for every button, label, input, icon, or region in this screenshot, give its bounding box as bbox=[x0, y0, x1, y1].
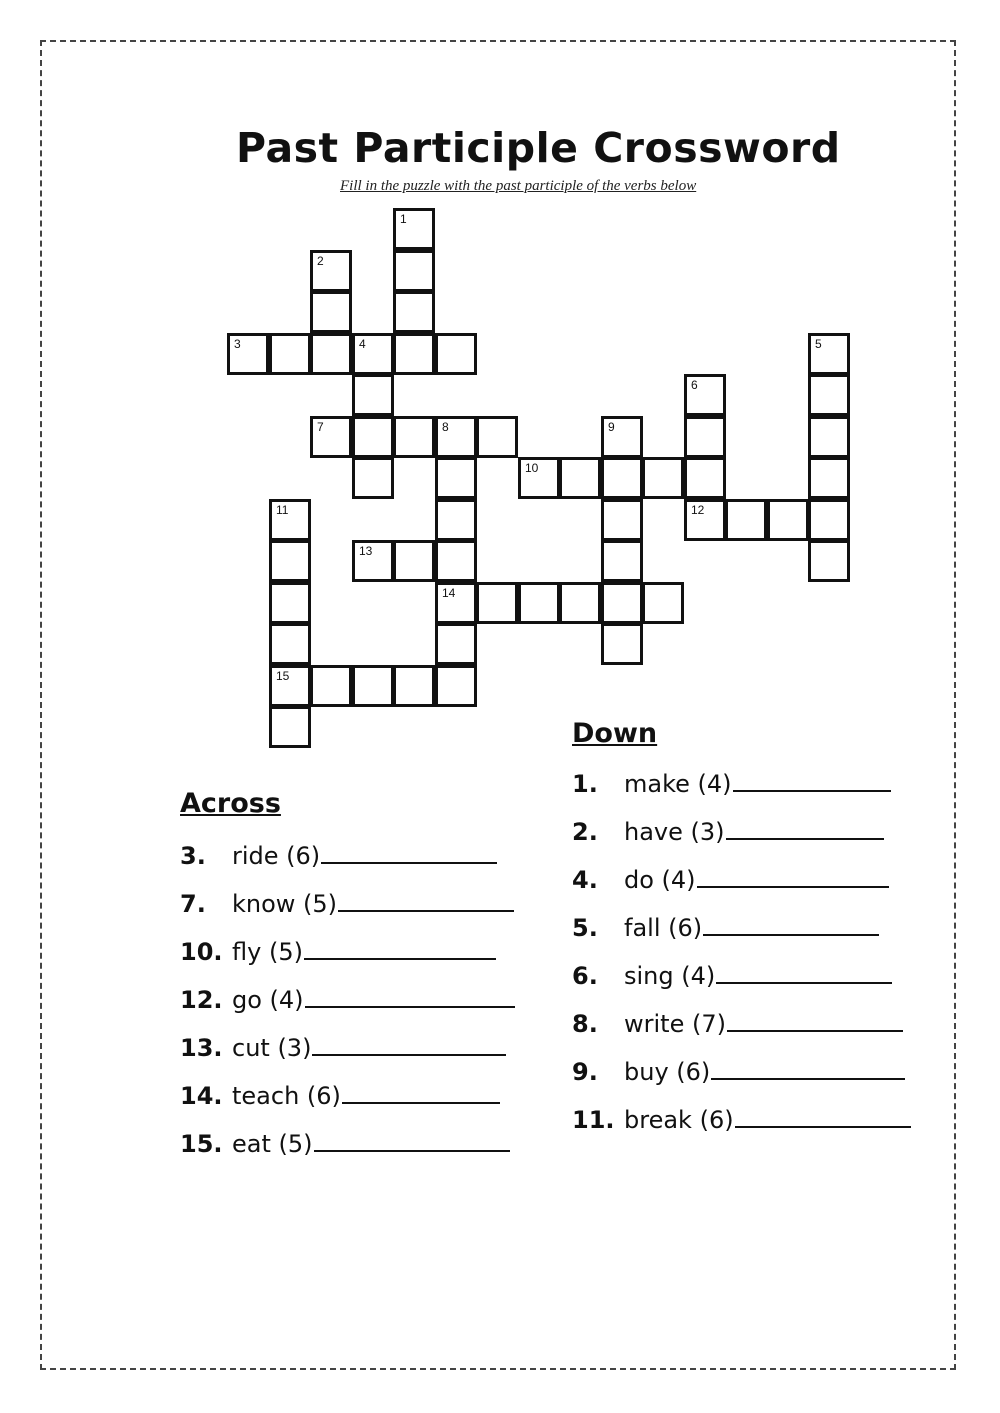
crossword-cell[interactable] bbox=[808, 333, 850, 375]
crossword-cell[interactable] bbox=[808, 457, 850, 499]
crossword-cell[interactable] bbox=[352, 665, 394, 707]
cell-number: 9 bbox=[608, 420, 615, 434]
answer-blank[interactable] bbox=[314, 1128, 510, 1152]
clue-text: ride (6) bbox=[232, 842, 321, 870]
crossword-cell[interactable] bbox=[808, 416, 850, 458]
crossword-cell[interactable] bbox=[601, 457, 643, 499]
cell-number: 8 bbox=[442, 420, 449, 434]
across-clue-14 bbox=[180, 1080, 500, 1114]
crossword-cell[interactable] bbox=[725, 499, 767, 541]
crossword-cell[interactable] bbox=[310, 250, 352, 292]
crossword-cell[interactable] bbox=[808, 374, 850, 416]
crossword-cell[interactable] bbox=[435, 333, 477, 375]
crossword-cell[interactable] bbox=[559, 582, 601, 624]
clue-text: eat (5) bbox=[232, 1130, 313, 1158]
cell-number: 13 bbox=[359, 544, 373, 558]
answer-blank[interactable] bbox=[727, 1008, 903, 1032]
clue-text: know (5) bbox=[232, 890, 338, 918]
down-clue-4 bbox=[572, 864, 889, 898]
answer-blank[interactable] bbox=[304, 936, 496, 960]
crossword-cell[interactable] bbox=[393, 416, 435, 458]
crossword-cell[interactable] bbox=[352, 374, 394, 416]
crossword-cell[interactable] bbox=[684, 499, 726, 541]
clue-number: 11. bbox=[572, 1106, 615, 1134]
crossword-cell[interactable] bbox=[476, 582, 518, 624]
cell-number: 3 bbox=[234, 337, 241, 351]
crossword-cell[interactable] bbox=[393, 665, 435, 707]
cell-number: 5 bbox=[815, 337, 822, 351]
clue-number: 7. bbox=[180, 890, 206, 918]
crossword-cell[interactable] bbox=[393, 250, 435, 292]
across-clue-3 bbox=[180, 840, 497, 874]
answer-blank[interactable] bbox=[338, 888, 514, 912]
clue-number: 4. bbox=[572, 866, 598, 894]
crossword-cell[interactable] bbox=[601, 416, 643, 458]
crossword-cell[interactable] bbox=[269, 665, 311, 707]
crossword-cell[interactable] bbox=[642, 582, 684, 624]
cell-number: 2 bbox=[317, 254, 324, 268]
clue-text: have (3) bbox=[624, 818, 725, 846]
clue-text: teach (6) bbox=[232, 1082, 341, 1110]
clue-number: 14. bbox=[180, 1082, 223, 1110]
clue-text: fly (5) bbox=[232, 938, 303, 966]
down-clue-8 bbox=[572, 1008, 903, 1042]
crossword-cell[interactable] bbox=[269, 706, 311, 748]
crossword-cell[interactable] bbox=[310, 416, 352, 458]
across-clue-13 bbox=[180, 1032, 506, 1066]
across-clue-7 bbox=[180, 888, 514, 922]
crossword-cell[interactable] bbox=[393, 540, 435, 582]
clue-text: make (4) bbox=[624, 770, 732, 798]
clue-number: 8. bbox=[572, 1010, 598, 1038]
crossword-cell[interactable] bbox=[352, 540, 394, 582]
answer-blank[interactable] bbox=[733, 768, 891, 792]
crossword-cell[interactable] bbox=[435, 499, 477, 541]
crossword-cell[interactable] bbox=[684, 374, 726, 416]
clue-number: 9. bbox=[572, 1058, 598, 1086]
crossword-cell[interactable] bbox=[269, 333, 311, 375]
cell-number: 15 bbox=[276, 669, 290, 683]
cell-number: 10 bbox=[525, 461, 539, 475]
clue-number: 15. bbox=[180, 1130, 223, 1158]
crossword-cell[interactable] bbox=[352, 457, 394, 499]
answer-blank[interactable] bbox=[697, 864, 889, 888]
crossword-cell[interactable] bbox=[767, 499, 809, 541]
answer-blank[interactable] bbox=[342, 1080, 500, 1104]
clue-number: 1. bbox=[572, 770, 598, 798]
cell-number: 4 bbox=[359, 337, 366, 351]
crossword-cell[interactable] bbox=[269, 499, 311, 541]
crossword-cell[interactable] bbox=[435, 665, 477, 707]
across-clue-10 bbox=[180, 936, 496, 970]
clue-number: 3. bbox=[180, 842, 206, 870]
crossword-cell[interactable] bbox=[393, 291, 435, 333]
crossword-cell[interactable] bbox=[518, 457, 560, 499]
answer-blank[interactable] bbox=[305, 984, 515, 1008]
page-title: Past Participle Crossword bbox=[236, 124, 841, 172]
answer-blank[interactable] bbox=[711, 1056, 905, 1080]
crossword-cell[interactable] bbox=[310, 291, 352, 333]
answer-blank[interactable] bbox=[716, 960, 892, 984]
clue-text: write (7) bbox=[624, 1010, 726, 1038]
down-clue-2 bbox=[572, 816, 884, 850]
crossword-cell[interactable] bbox=[601, 540, 643, 582]
crossword-cell[interactable] bbox=[601, 499, 643, 541]
crossword-cell[interactable] bbox=[352, 333, 394, 375]
down-heading: Down bbox=[572, 718, 658, 749]
cell-number: 1 bbox=[400, 212, 407, 226]
across-heading: Across bbox=[180, 788, 281, 819]
answer-blank[interactable] bbox=[312, 1032, 506, 1056]
cell-number: 12 bbox=[691, 503, 705, 517]
crossword-cell[interactable] bbox=[476, 416, 518, 458]
crossword-cell[interactable] bbox=[684, 457, 726, 499]
down-clue-6 bbox=[572, 960, 892, 994]
crossword-cell[interactable] bbox=[227, 333, 269, 375]
across-clue-15 bbox=[180, 1128, 510, 1162]
clue-number: 5. bbox=[572, 914, 598, 942]
clue-text: do (4) bbox=[624, 866, 696, 894]
crossword-cell[interactable] bbox=[393, 208, 435, 250]
down-clue-11 bbox=[572, 1104, 911, 1138]
clue-text: fall (6) bbox=[624, 914, 703, 942]
crossword-cell[interactable] bbox=[642, 457, 684, 499]
across-clue-12 bbox=[180, 984, 515, 1018]
clue-number: 6. bbox=[572, 962, 598, 990]
cell-number: 7 bbox=[317, 420, 324, 434]
crossword-cell[interactable] bbox=[310, 665, 352, 707]
crossword-cell[interactable] bbox=[435, 582, 477, 624]
page-subtitle: Fill in the puzzle with the past participle of the verbs below bbox=[340, 178, 697, 194]
cell-number: 6 bbox=[691, 378, 698, 392]
clue-text: sing (4) bbox=[624, 962, 716, 990]
clue-text: break (6) bbox=[624, 1106, 734, 1134]
crossword-cell[interactable] bbox=[435, 623, 477, 665]
worksheet-border bbox=[40, 40, 956, 1370]
crossword-cell[interactable] bbox=[601, 582, 643, 624]
clue-text: go (4) bbox=[232, 986, 304, 1014]
clue-text: cut (3) bbox=[232, 1034, 312, 1062]
answer-blank[interactable] bbox=[735, 1104, 911, 1128]
clue-number: 2. bbox=[572, 818, 598, 846]
crossword-cell[interactable] bbox=[393, 333, 435, 375]
down-clue-9 bbox=[572, 1056, 905, 1090]
crossword-cell[interactable] bbox=[435, 416, 477, 458]
clue-number: 10. bbox=[180, 938, 223, 966]
down-clue-5 bbox=[572, 912, 879, 946]
down-clue-1 bbox=[572, 768, 891, 802]
clue-number: 13. bbox=[180, 1034, 223, 1062]
crossword-cell[interactable] bbox=[601, 623, 643, 665]
crossword-cell[interactable] bbox=[269, 623, 311, 665]
answer-blank[interactable] bbox=[321, 840, 497, 864]
crossword-cell[interactable] bbox=[684, 416, 726, 458]
crossword-cell[interactable] bbox=[269, 582, 311, 624]
cell-number: 14 bbox=[442, 586, 456, 600]
crossword-cell[interactable] bbox=[435, 457, 477, 499]
clue-text: buy (6) bbox=[624, 1058, 711, 1086]
crossword-cell[interactable] bbox=[559, 457, 601, 499]
answer-blank[interactable] bbox=[726, 816, 884, 840]
crossword-cell[interactable] bbox=[808, 499, 850, 541]
crossword-cell[interactable] bbox=[808, 540, 850, 582]
crossword-cell[interactable] bbox=[352, 416, 394, 458]
clue-number: 12. bbox=[180, 986, 223, 1014]
crossword-cell[interactable] bbox=[518, 582, 560, 624]
crossword-cell[interactable] bbox=[269, 540, 311, 582]
crossword-cell[interactable] bbox=[310, 333, 352, 375]
answer-blank[interactable] bbox=[703, 912, 879, 936]
cell-number: 11 bbox=[276, 503, 289, 517]
crossword-cell[interactable] bbox=[435, 540, 477, 582]
